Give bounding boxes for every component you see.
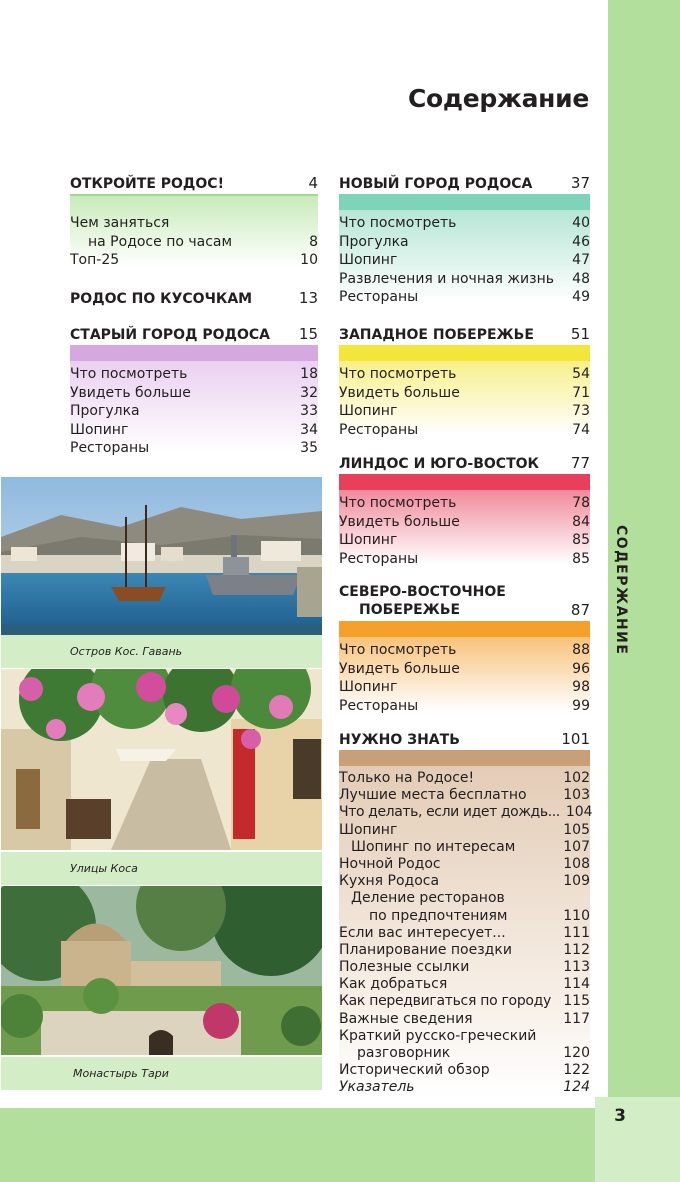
entry-page: 85	[572, 532, 590, 548]
entry-page: 47	[572, 252, 590, 268]
toc-section-lindos[interactable]	[339, 454, 590, 568]
entry-label: Шопинг	[339, 821, 398, 838]
entry-label: Что посмотреть	[70, 366, 188, 382]
entry-label: Увидеть больше	[339, 660, 460, 677]
bottom-band	[0, 1108, 595, 1182]
entry-label: Развлечения и ночная жизнь	[339, 270, 554, 287]
entry-label: Увидеть больше	[70, 384, 191, 401]
toc-entry[interactable]	[339, 770, 590, 787]
section-items	[339, 766, 593, 1097]
section-title-line2: ПОБЕРЕЖЬЕ	[359, 602, 461, 618]
entry-page: 122	[563, 1062, 590, 1079]
entry-page: 84	[572, 513, 590, 530]
photo-caption	[1, 1057, 322, 1090]
toc-entry[interactable]	[339, 251, 590, 270]
section-items	[339, 637, 590, 715]
toc-entry[interactable]	[339, 1062, 590, 1079]
entry-page: 114	[563, 976, 590, 993]
toc-entry[interactable]	[339, 531, 590, 550]
entry-label: Как передвигаться по городу	[339, 993, 552, 1010]
toc-section-new-town[interactable]	[339, 174, 590, 307]
toc-entry[interactable]	[339, 908, 590, 925]
photo-caption	[1, 852, 322, 885]
section-color-band	[339, 345, 590, 361]
entry-label: Важные сведения	[339, 1010, 473, 1027]
entry-page: 78	[572, 495, 590, 511]
toc-entry[interactable]	[339, 856, 590, 873]
section-page: 51	[570, 325, 590, 343]
section-page: 77	[570, 454, 590, 472]
toc-entry[interactable]	[339, 959, 590, 976]
entry-label: Что посмотреть	[339, 642, 457, 658]
section-color-band	[339, 621, 590, 637]
toc-section-old-town[interactable]	[70, 325, 318, 458]
caption-text: Улицы Коса	[70, 862, 138, 875]
toc-section-need-to-know[interactable]	[339, 730, 593, 1097]
side-section-label: СОДЕРЖАНИЕ	[613, 524, 629, 656]
entry-page: 103	[563, 787, 590, 804]
toc-entry[interactable]	[70, 439, 318, 458]
entry-label: Рестораны	[339, 550, 419, 567]
toc-entry[interactable]	[339, 873, 590, 890]
entry-page: 96	[572, 660, 590, 677]
entry-page: 111	[563, 924, 590, 941]
entry-label: Увидеть больше	[339, 513, 460, 530]
entry-label: на Родосе по часам	[88, 233, 233, 250]
toc-entry[interactable]	[70, 365, 318, 384]
entry-page: 73	[572, 403, 590, 419]
entry-page: 8	[309, 233, 318, 250]
photo-caption	[1, 635, 322, 668]
section-title: НОВЫЙ ГОРОД РОДОСА	[339, 176, 533, 192]
entry-label: Шопинг	[70, 421, 129, 438]
entry-page: 109	[563, 873, 590, 890]
entry-page: 110	[563, 907, 590, 924]
entry-label: Топ-25	[70, 252, 120, 268]
toc-entry[interactable]	[339, 1045, 590, 1062]
section-heading[interactable]	[70, 325, 318, 345]
entry-label: Что делать, если идет дождь...	[339, 804, 560, 821]
toc-entry[interactable]	[339, 993, 590, 1010]
section-title: РОДОС ПО КУСОЧКАМ	[70, 291, 253, 307]
toc-entry[interactable]	[339, 288, 590, 307]
entry-label: Прогулка	[339, 233, 409, 250]
entry-page: 32	[300, 384, 318, 401]
entry-page: 115	[563, 993, 590, 1010]
entry-page: 117	[563, 1010, 590, 1027]
entry-label: Шопинг	[339, 532, 398, 548]
entry-label: Краткий русско-греческий	[339, 1027, 537, 1044]
section-title: ОТКРОЙТЕ РОДОС!	[70, 176, 224, 192]
street-image	[1, 669, 322, 850]
entry-label: разговорник	[357, 1045, 451, 1061]
photo-tari-monastery	[1, 886, 322, 1055]
entry-page: 40	[572, 215, 590, 231]
entry-page: 46	[572, 233, 590, 250]
section-items	[339, 361, 590, 439]
toc-entry[interactable]	[339, 925, 590, 942]
toc-entry[interactable]	[339, 513, 590, 532]
entry-label: Полезные ссылки	[339, 959, 470, 976]
toc-entry[interactable]	[70, 384, 318, 403]
section-color-band	[339, 474, 590, 490]
entry-page	[312, 214, 318, 233]
toc-entry[interactable]	[70, 402, 318, 421]
toc-entry[interactable]	[339, 402, 590, 421]
section-color-band	[339, 194, 590, 210]
entry-label: Шопинг	[339, 403, 398, 419]
entry-label: Увидеть больше	[339, 384, 460, 401]
section-items	[339, 210, 590, 307]
toc-entry[interactable]	[339, 804, 593, 821]
toc-section-northeast[interactable]	[339, 583, 590, 715]
entry-page: 120	[563, 1045, 590, 1061]
entry-page: 85	[572, 550, 590, 567]
toc-entry-index[interactable]	[339, 1079, 590, 1096]
entry-label: по предпочтениям	[369, 907, 508, 924]
toc-entry[interactable]	[339, 365, 590, 384]
entry-page: 34	[300, 421, 318, 438]
section-title-line1: СЕВЕРО-ВОСТОЧНОЕ	[339, 584, 506, 600]
entry-page	[584, 890, 590, 907]
section-heading[interactable]	[339, 583, 590, 619]
entry-label: Только на Родосе!	[339, 770, 475, 786]
entry-page	[584, 1028, 590, 1045]
entry-label: Кухня Родоса	[339, 873, 440, 890]
entry-label: Планирование поездки	[339, 941, 512, 958]
toc-entry[interactable]	[339, 270, 590, 289]
section-page: 15	[298, 325, 318, 343]
toc-entry[interactable]	[339, 976, 590, 993]
toc-entry[interactable]	[339, 697, 590, 716]
monastery-image	[1, 886, 322, 1055]
section-page: 37	[570, 174, 590, 192]
entry-label: Как добраться	[339, 976, 448, 993]
entry-page: 99	[572, 697, 590, 714]
entry-page: 108	[563, 855, 590, 872]
section-color-band	[339, 750, 590, 766]
section-title: СТАРЫЙ ГОРОД РОДОСА	[70, 327, 270, 343]
section-page: 4	[308, 174, 318, 192]
entry-label: Что посмотреть	[339, 366, 457, 382]
section-heading[interactable]	[339, 325, 590, 345]
entry-page: 105	[563, 821, 590, 838]
section-heading[interactable]	[339, 454, 590, 474]
entry-label: Что посмотреть	[339, 215, 457, 231]
entry-page: 124	[563, 1079, 590, 1096]
toc-section-west-coast[interactable]	[339, 325, 590, 439]
toc-entry[interactable]	[339, 233, 590, 252]
toc-entry[interactable]	[339, 678, 590, 697]
entry-page: 48	[572, 270, 590, 287]
toc-entry[interactable]	[339, 822, 590, 839]
section-heading[interactable]	[70, 174, 318, 194]
entry-label: Прогулка	[70, 403, 140, 419]
section-page: 87	[570, 601, 590, 619]
toc-entry[interactable]	[339, 384, 590, 403]
entry-page: 102	[563, 770, 590, 786]
section-heading[interactable]	[339, 174, 590, 194]
toc-entry[interactable]	[339, 839, 590, 856]
entry-label: Указатель	[339, 1079, 415, 1096]
photo-kos-harbour	[1, 477, 322, 635]
toc-entry[interactable]	[339, 660, 590, 679]
toc-section-discover[interactable]	[70, 174, 318, 270]
entry-page: 33	[300, 403, 318, 419]
entry-page: 10	[300, 252, 318, 268]
toc-entry[interactable]	[339, 1011, 590, 1028]
entry-label: Если вас интересует...	[339, 924, 506, 941]
entry-page: 113	[563, 959, 590, 976]
section-color-band	[70, 345, 318, 361]
entry-page: 107	[563, 838, 590, 855]
entry-label: Лучшие места бесплатно	[339, 787, 527, 804]
section-title: НУЖНО ЗНАТЬ	[339, 732, 460, 748]
entry-label: Рестораны	[339, 289, 419, 305]
toc-entry[interactable]	[339, 494, 590, 513]
entry-page: 71	[572, 384, 590, 401]
page-number: 3	[614, 1106, 626, 1126]
entry-page: 98	[572, 679, 590, 695]
section-items	[70, 196, 318, 270]
caption-text: Остров Кос. Гавань	[70, 645, 183, 658]
toc-entry[interactable]	[339, 942, 590, 959]
entry-page: 18	[300, 366, 318, 382]
section-heading[interactable]	[339, 730, 590, 750]
entry-label: Рестораны	[339, 697, 419, 714]
entry-page: 112	[563, 941, 590, 958]
section-title: ЛИНДОС И ЮГО-ВОСТОК	[339, 456, 539, 472]
entry-page: 54	[572, 366, 590, 382]
entry-label: Шопинг по интересам	[351, 838, 516, 855]
section-page: 13	[298, 289, 318, 307]
entry-page: 49	[572, 289, 590, 305]
entry-page: 35	[300, 440, 318, 456]
entry-label: Деление ресторанов	[351, 890, 505, 907]
toc-entry[interactable]	[339, 421, 590, 440]
page-title: Содержание	[407, 84, 589, 113]
toc-entry[interactable]	[70, 251, 318, 270]
toc-entry[interactable]	[339, 641, 590, 660]
section-title: ЗАПАДНОЕ ПОБЕРЕЖЬЕ	[339, 327, 534, 343]
entry-label: Исторический обзор	[339, 1062, 490, 1079]
photo-kos-streets	[1, 669, 322, 850]
toc-entry[interactable]	[70, 214, 318, 233]
toc-entry[interactable]	[339, 1028, 590, 1045]
toc-entry[interactable]	[70, 233, 318, 252]
entry-label: Шопинг	[339, 679, 398, 695]
caption-text: Монастырь Тари	[73, 1067, 169, 1080]
entry-label: Рестораны	[339, 421, 419, 438]
entry-label: Чем заняться	[70, 215, 170, 231]
toc-entry[interactable]	[339, 214, 590, 233]
toc-entry[interactable]	[339, 787, 590, 804]
entry-label: Ночной Родос	[339, 855, 441, 872]
entry-page: 88	[572, 642, 590, 658]
section-items	[339, 490, 590, 568]
section-page: 101	[561, 730, 590, 748]
entry-page: 74	[572, 421, 590, 438]
entry-label: Шопинг	[339, 252, 398, 268]
entry-page: 104	[565, 804, 593, 821]
entry-label: Рестораны	[70, 440, 150, 456]
toc-entry[interactable]	[339, 550, 590, 569]
section-heading[interactable]	[70, 289, 318, 309]
entry-label: Что посмотреть	[339, 495, 457, 511]
toc-entry[interactable]	[70, 421, 318, 440]
section-items	[70, 361, 318, 458]
toc-section-rhodes-pieces[interactable]	[70, 289, 318, 309]
toc-entry[interactable]	[339, 890, 590, 907]
harbour-image	[1, 477, 322, 635]
